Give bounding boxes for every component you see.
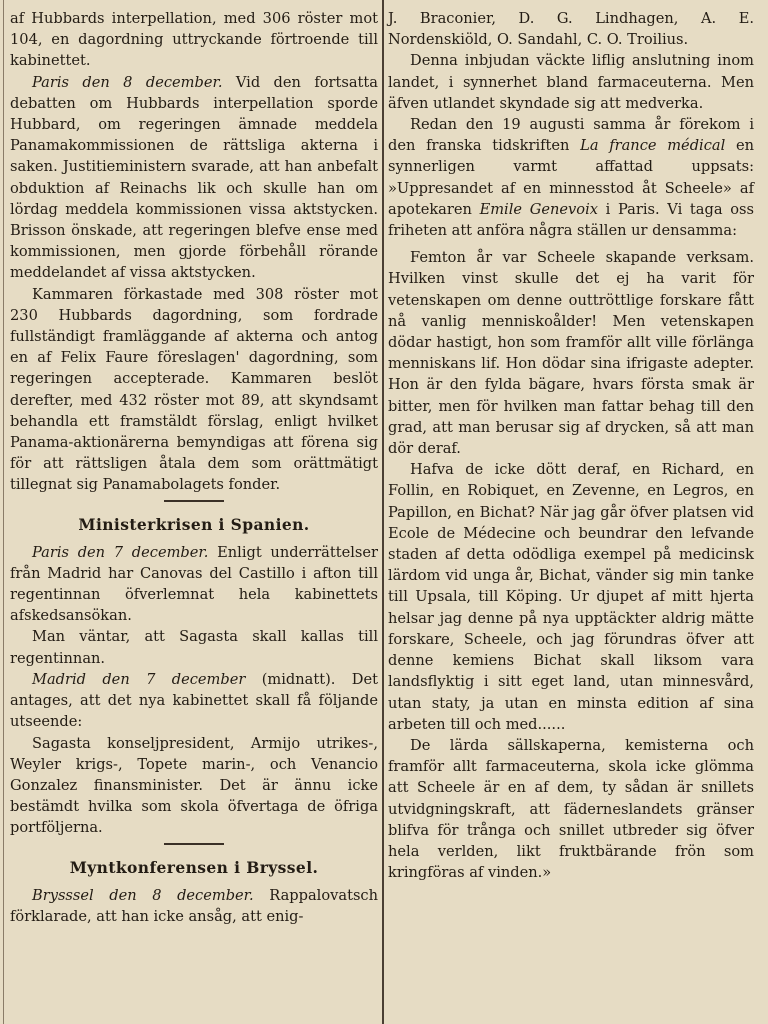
paragraph: Man väntar, att Sagasta skall kallas till regentinnan. [10, 628, 378, 667]
paragraph: Sagasta konseljpresident, Armijo utrikes-, Weyler krigs-, Topete marin-, och Venancio Gonzalez finansminister. Det är ännu icke bestämdt hvilka som skola öfvertaga de öfriga portföljerna. [10, 734, 378, 837]
paragraph-text: en synnerligen varmt affattad uppsats: »Uppresandet af en minnesstod åt Scheele» af apotekaren [388, 137, 754, 218]
dateline: Brysssel den 8 december. [32, 886, 254, 904]
quotation-paragraph: De lärda sällskaperna, kemisterna och framför allt farmaceuterna, skola icke glömma att Scheele är en af dem, ty sådan är snillets utvidgningskraft, att fäderneslandets gränser blifva för trånga och snillet utbreder sig öfver hela verlden, likt fruktbärande frön som kringföras af vinden.» [388, 736, 754, 882]
paragraph-text: Enligt underrättelser från Madrid har Canovas del Castillo i afton till regentinnan öfverlemnat hela kabinettets afskedsansökan. [10, 543, 379, 625]
quotation-paragraph: Femton år var Scheele skapande verksam. Hvilken vinst skulle det ej ha varit för vetenskapen om denne outtröttlige forskare fått nå vanlig menniskoålder! Men vetenskapen dödar hastigt, hon som framför allt ville förlänga menniskans lif. Hon dödar sina ifrigaste adepter. Hon är den fylda bägare, hvars första smak är bitter, men för hvilken man fattar behag till den grad, att man berusar sig af drycken, så att man dör deraf. [388, 249, 754, 458]
paragraph-text: i Paris. Vi taga oss friheten att anföra några ställen ur densamma: [388, 200, 754, 240]
dateline: Paris den 7 december. [32, 543, 209, 561]
headline: Ministerkrisen i Spanien. [78, 514, 310, 534]
right-column [388, 8, 754, 883]
column-divider [382, 0, 384, 1024]
left-column [10, 8, 378, 927]
paragraph [10, 72, 378, 284]
author-name: Emile Genevoix [479, 200, 598, 218]
paragraph [10, 669, 378, 733]
dateline: Madrid den 7 december [32, 670, 246, 688]
dateline: Paris den 8 december. [32, 73, 223, 91]
paragraph: Kammaren förkastade med 308 röster mot 230 Hubbards dagordning, som fordrade fullständigt framläggande af akterna och antog en af Felix Faure föreslagen' dagordning, som regeringen accepterade. Kammaren beslöt derefter, med 432 röster mot 89, att skyndsamt behandla ett framstäldt förslag, enligt hvilket Panama-aktionärerna bemyndigas att förena sig för att rättsligen åtala dem som orättmätigt tillegnat sig Panamabolagets fonder. [10, 285, 378, 494]
page-edge [3, 0, 4, 1024]
section-rule [164, 843, 224, 845]
paragraph: J. Braconier, D. G. Lindhagen, A. E. Nordenskiöld, O. Sandahl, C. O. Troilius. [388, 10, 754, 49]
quotation-paragraph: Hafva de icke dött deraf, en Richard, en Follin, en Robiquet, en Zevenne, en Legros, en Papillon, en Bichat? När jag går öfver platsen vid Ecole de Médecine och beundrar den lefvande staden af detta odödliga exempel på medicinsk lärdom vid unga år, Bichat, vänder sig min tanke till Upsala, till Köping. Ur djupet af mitt hjerta helsar jag denne på nya upptäckter aldrig mätte forskare, Scheele, och jag förundras öfver att denne kemiens Bichat skall liksom vara landsflyktig i sitt eget land, utan minnesvård, utan staty, ja utan en minsta edition af sina arbeten till och med...... [388, 461, 754, 733]
paragraph: af Hubbards interpellation, med 306 röster mot 104, en dagordning uttryckande förtroende till kabinettet. [10, 10, 378, 70]
journal-title: La france médical [580, 137, 726, 155]
paragraph [388, 114, 754, 241]
paragraph-text: Vid den fortsatta debatten om Hubbards interpellation sporde Hubbard, om regeringen ämnade meddela Panamakommissionen de rättsliga akterna i saken. Justitieministern svarade, att han anbefalt obduktion af Reinachs lik och skulle han om lördag meddela kommissionen vissa aktstycken. Brisson önskade, att regeringen blefve ense med kommissionen, men gjorde förbehåll rörande meddelandet af vissa aktstycken. [10, 73, 378, 282]
paragraph [10, 885, 378, 927]
headline: Myntkonferensen i Bryssel. [69, 857, 319, 877]
paragraph [10, 542, 378, 627]
section-rule [164, 500, 224, 502]
paragraph-text: Redan den 19 augusti samma år förekom i den franska tidskriften [388, 116, 754, 155]
paragraph-text: Rappalovatsch förklarade, att han icke ansåg, att enig- [10, 886, 379, 925]
paragraph-text: (midnatt). Det antages, att det nya kabinettet skall få följande utseende: [10, 670, 378, 731]
paragraph: Denna inbjudan väckte liflig anslutning inom landet, i synnerhet bland farmaceuterna. Men äfven utlandet skyndade sig att medverka. [388, 52, 754, 112]
